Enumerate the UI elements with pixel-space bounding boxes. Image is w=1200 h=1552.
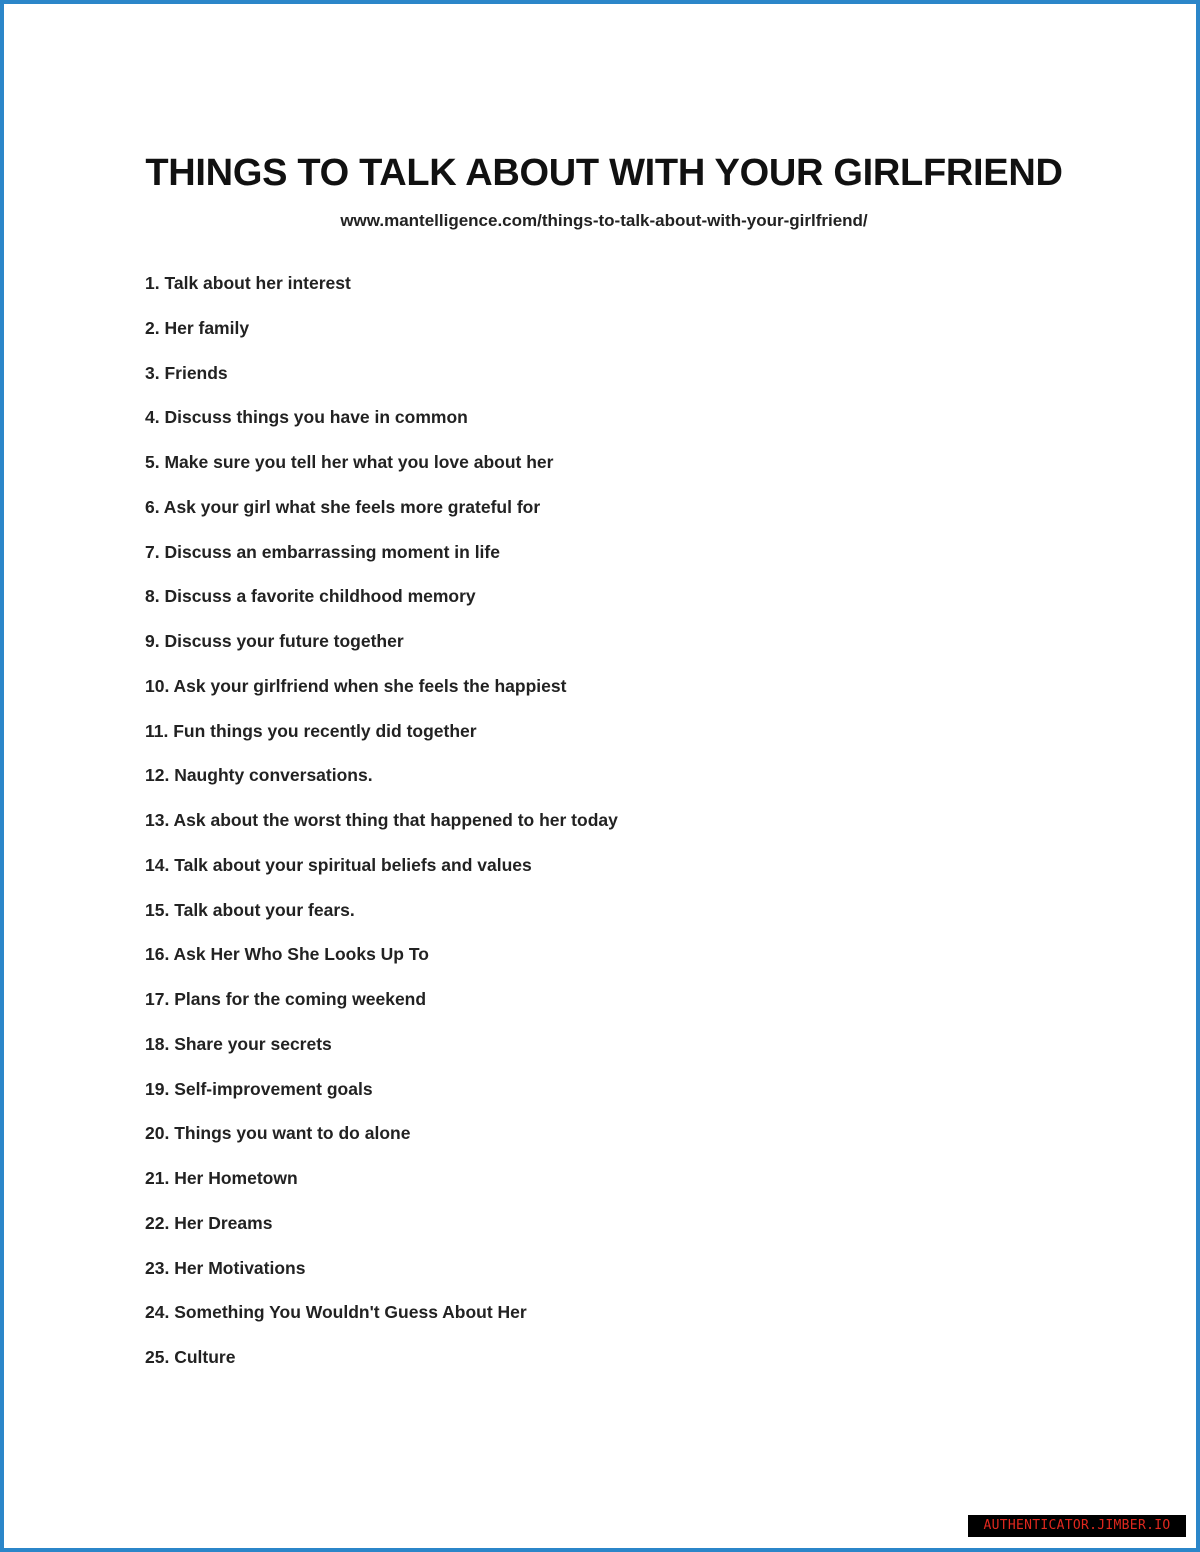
list-item: 14. Talk about your spiritual beliefs and values (145, 854, 532, 875)
list-item: 13. Ask about the worst thing that happened to her today (145, 810, 618, 830)
source-url: www.mantelligence.com/things-to-talk-about-with-your-girlfriend/ (340, 211, 868, 230)
list-item: 7. Discuss an embarrassing moment in life (145, 541, 500, 562)
list-item: 3. Friends (145, 362, 228, 383)
topics-list (145, 270, 618, 1389)
list-item: 12. Naughty conversations. (145, 765, 373, 786)
list-item: 2. Her family (145, 317, 250, 338)
document-title: THINGS TO TALK ABOUT WITH YOUR GIRLFRIEND (145, 152, 1063, 194)
list-item: 11. Fun things you recently did together (145, 720, 477, 741)
list-item: 1. Talk about her interest (145, 273, 351, 293)
list-item: 21. Her Hometown (145, 1168, 298, 1188)
list-item: 25. Culture (145, 1347, 236, 1367)
list-item: 8. Discuss a favorite childhood memory (145, 586, 476, 607)
list-item: 10. Ask your girlfriend when she feels the happiest (145, 675, 567, 696)
list-item: 19. Self-improvement goals (145, 1078, 373, 1099)
list-item: 6. Ask your girl what she feels more grateful for (145, 496, 541, 517)
list-item: 17. Plans for the coming weekend (145, 989, 427, 1009)
list-item: 4. Discuss things you have in common (145, 407, 468, 428)
list-item: 20. Things you want to do alone (145, 1123, 411, 1144)
list-item: 5. Make sure you tell her what you love about her (145, 452, 554, 472)
list-item: 15. Talk about your fears. (145, 899, 355, 920)
list-item: 9. Discuss your future together (145, 631, 404, 651)
list-item: 22. Her Dreams (145, 1212, 273, 1233)
list-item: 23. Her Motivations (145, 1257, 306, 1278)
list-item: 18. Share your secrets (145, 1033, 332, 1054)
list-item: 16. Ask Her Who She Looks Up To (145, 944, 429, 965)
watermark-badge: AUTHENTICATOR.JIMBER.IO (968, 1515, 1186, 1537)
list-item: 24. Something You Wouldn't Guess About Her (145, 1302, 527, 1323)
